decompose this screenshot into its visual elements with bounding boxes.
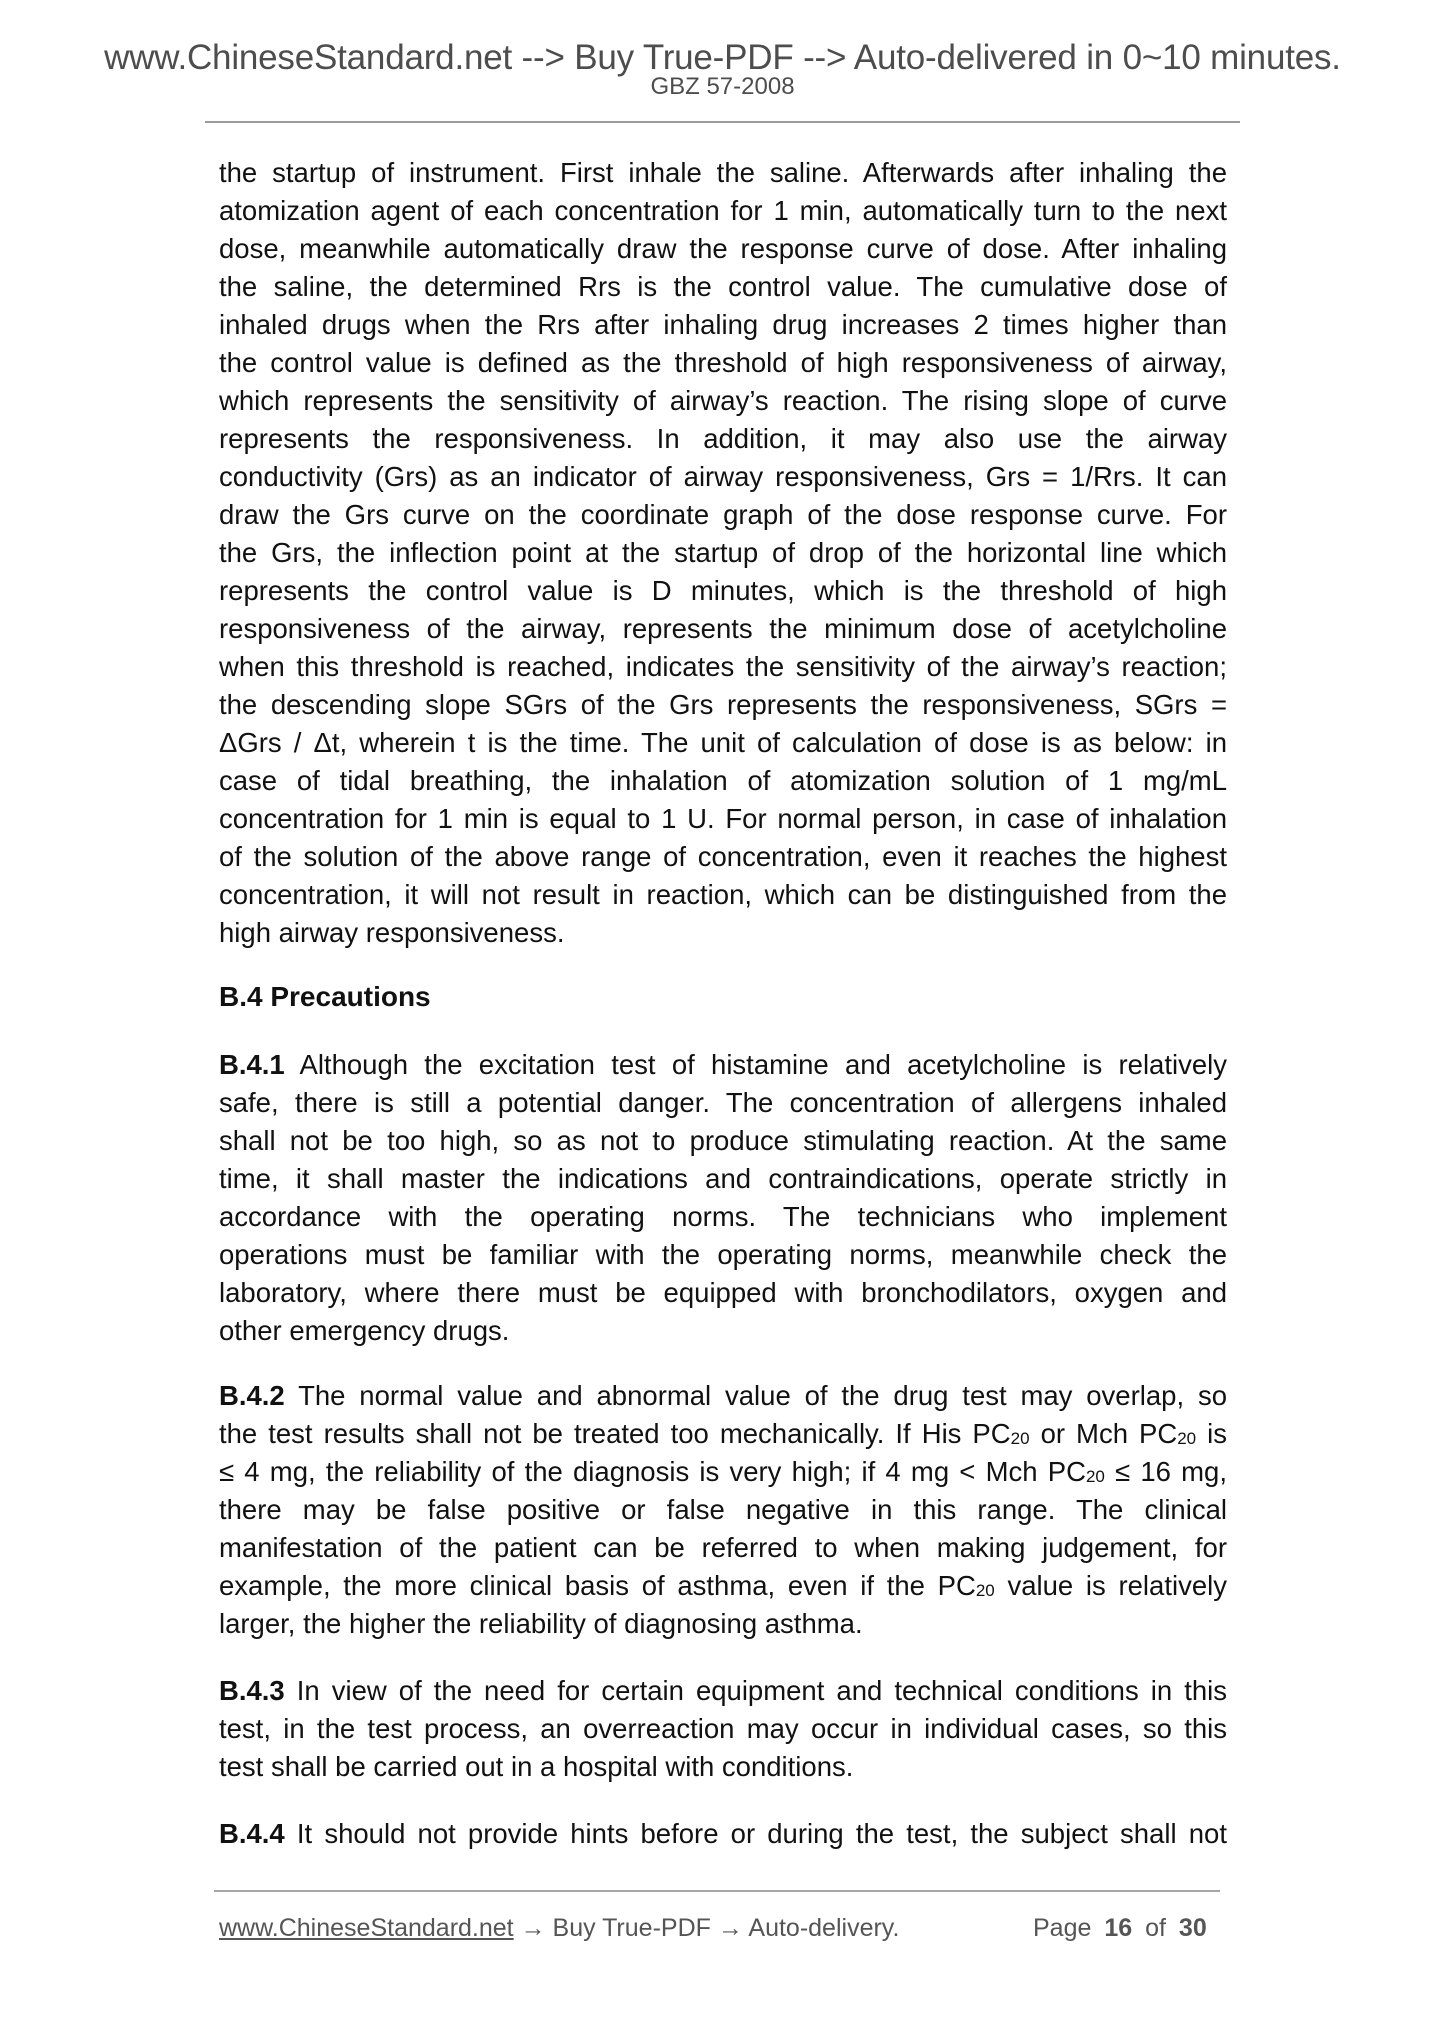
footer-site-link[interactable]: www.ChineseStandard.net (219, 1914, 514, 1942)
subscript: 20 (1177, 1429, 1197, 1448)
text-line: ΔGrs / Δt, wherein t is the time. The unit of calculation of dose is as below: in (219, 727, 1227, 758)
text-span: Although the excitation test of histamine and acetylcholine is relatively (284, 1049, 1227, 1080)
footer-divider (214, 1890, 1220, 1892)
text-span: is (1196, 1418, 1227, 1449)
text-span: In view of the need for certain equipment and technical conditions in this (284, 1675, 1227, 1706)
text-line: operations must be familiar with the operating norms, meanwhile check the (219, 1239, 1227, 1270)
page-label: Page (1033, 1914, 1092, 1942)
text-line: the Grs, the inflection point at the startup of drop of the horizontal line which (219, 537, 1227, 568)
header-divider (205, 121, 1240, 123)
text-line: the saline, the determined Rrs is the control value. The cumulative dose of (219, 271, 1227, 302)
subscript: 20 (1010, 1429, 1030, 1448)
text-span: or Mch PC (1029, 1418, 1178, 1449)
text-line: time, it shall master the indications and contraindications, operate strictly in (219, 1163, 1227, 1194)
text-line: other emergency drugs. (219, 1315, 510, 1346)
text-line: conductivity (Grs) as an indicator of airway responsiveness, Grs = 1/Rrs. It can (219, 461, 1227, 492)
text-line: there may be false positive or false negative in this range. The clinical (219, 1494, 1227, 1525)
text-line (219, 1377, 1227, 1415)
subscript: 20 (1085, 1467, 1105, 1486)
text-line: represents the responsiveness. In addition, it may also use the airway (219, 423, 1227, 454)
text-line: the startup of instrument. First inhale the saline. Afterwards after inhaling the (219, 157, 1227, 188)
text-line: the descending slope SGrs of the Grs represents the responsiveness, SGrs = (219, 689, 1227, 720)
page-current: 16 (1104, 1914, 1133, 1942)
text-line: test shall be carried out in a hospital with conditions. (219, 1751, 854, 1782)
section-heading-b4: B.4 Precautions (219, 981, 431, 1012)
page-total: 30 (1178, 1914, 1207, 1942)
text-line: accordance with the operating norms. The technicians who implement (219, 1201, 1227, 1232)
clause-number: B.4.4 (219, 1818, 285, 1849)
text-line: concentration for 1 min is equal to 1 U. For normal person, in case of inhalation (219, 803, 1227, 834)
text-line: the control value is defined as the threshold of high responsiveness of airway, (219, 347, 1227, 378)
text-line: draw the Grs curve on the coordinate graph of the dose response curve. For (219, 499, 1227, 530)
text-line: test, in the test process, an overreaction may occur in individual cases, so this (219, 1713, 1227, 1744)
clause-b-4-3 (219, 1672, 1227, 1786)
clause-b-4-4 (219, 1815, 1227, 1853)
text-line: manifestation of the patient can be referred to when making judgement, for (219, 1532, 1227, 1563)
text-line: case of tidal breathing, the inhalation of atomization solution of 1 mg/mL (219, 765, 1227, 796)
text-line: which represents the sensitivity of airway’s reaction. The rising slope of curve (219, 385, 1227, 416)
paragraph-b3-continuation (219, 154, 1227, 952)
text-span: It should not provide hints before or during the test, the subject shall not (284, 1818, 1227, 1849)
text-line: when this threshold is reached, indicates the sensitivity of the airway’s reaction; (219, 651, 1227, 682)
text-line: shall not be too high, so as not to produce stimulating reaction. At the same (219, 1125, 1227, 1156)
document-code: GBZ 57-2008 (650, 73, 795, 100)
text-line: inhaled drugs when the Rrs after inhaling drug increases 2 times higher than (219, 309, 1227, 340)
text-line: high airway responsiveness. (219, 917, 565, 948)
text-span: The normal value and abnormal value of the drug test may overlap, so (284, 1380, 1227, 1411)
text-span: example, the more clinical basis of asthma, even if the PC (219, 1570, 976, 1601)
text-line (219, 1567, 1227, 1605)
clause-number: B.4.1 (219, 1049, 285, 1080)
text-line: of the solution of the above range of concentration, even it reaches the highest (219, 841, 1227, 872)
clause-b-4-1 (219, 1046, 1227, 1350)
text-span: value is relatively (994, 1570, 1227, 1601)
clause-number: B.4.3 (219, 1675, 285, 1706)
text-line: larger, the higher the reliability of diagnosing asthma. (219, 1608, 863, 1639)
text-span: ≤ 16 mg, (1104, 1456, 1227, 1487)
text-line (219, 1415, 1227, 1453)
text-line: represents the control value is D minutes, which is the threshold of high (219, 575, 1227, 606)
footer-text (219, 1913, 899, 1943)
text-line: concentration, it will not result in reaction, which can be distinguished from the (219, 879, 1227, 910)
text-line: atomization agent of each concentration for 1 min, automatically turn to the next (219, 195, 1227, 226)
text-line: dose, meanwhile automatically draw the response curve of dose. After inhaling (219, 233, 1227, 264)
text-span: the test results shall not be treated too mechanically. If His PC (219, 1418, 1011, 1449)
page-of: of (1145, 1914, 1166, 1942)
page-indicator (1033, 1913, 1207, 1943)
text-line (219, 1453, 1227, 1491)
text-line (219, 1046, 1227, 1084)
text-line: responsiveness of the airway, represents the minimum dose of acetylcholine (219, 613, 1227, 644)
text-line: laboratory, where there must be equipped with bronchodilators, oxygen and (219, 1277, 1227, 1308)
header-banner: www.ChineseStandard.net --> Buy True-PDF --> Auto-delivered in 0~10 minutes. (104, 38, 1341, 77)
clause-number: B.4.2 (219, 1380, 285, 1411)
text-line (219, 1815, 1227, 1853)
text-line: safe, there is still a potential danger. The concentration of allergens inhaled (219, 1087, 1227, 1118)
subscript: 20 (975, 1581, 995, 1600)
footer-tagline: → Buy True-PDF → Auto-delivery. (513, 1914, 900, 1942)
clause-b-4-2 (219, 1377, 1227, 1643)
text-span: ≤ 4 mg, the reliability of the diagnosis is very high; if 4 mg < Mch PC (219, 1456, 1086, 1487)
text-line (219, 1672, 1227, 1710)
